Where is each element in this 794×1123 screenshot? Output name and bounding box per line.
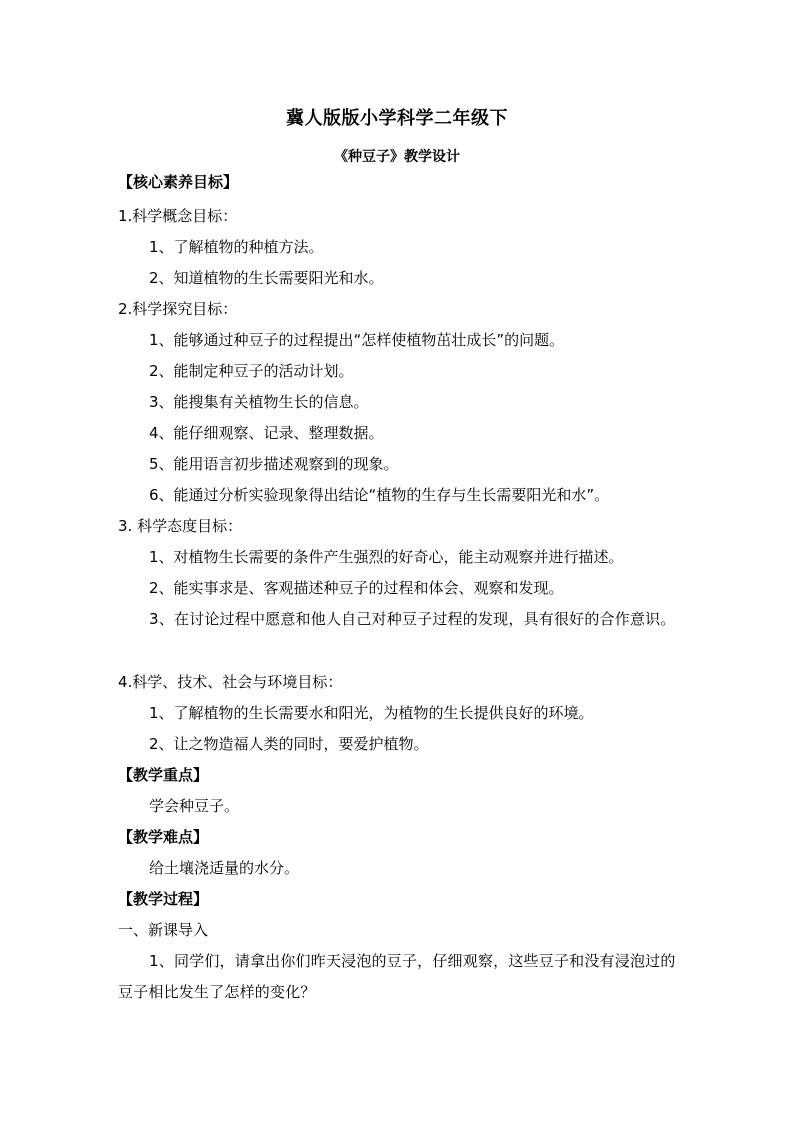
concept-heading: 1.科学概念目标： bbox=[118, 207, 238, 225]
intro-heading: 一、新课导入 bbox=[118, 921, 209, 939]
intro-item: 1、同学们，请拿出你们昨天浸泡的豆子，仔细观察，这些豆子和没有浸泡过的豆子相比发生了怎样的变化？ bbox=[118, 952, 676, 1001]
key-point-text: 学会种豆子。 bbox=[149, 797, 240, 815]
concept-item: 1、了解植物的种植方法。 bbox=[149, 238, 324, 256]
concept-item: 2、知道植物的生长需要阳光和水。 bbox=[149, 269, 384, 287]
inquiry-heading: 2.科学探究目标： bbox=[118, 300, 238, 318]
stse-heading: 4.科学、技术、社会与环境目标： bbox=[118, 673, 343, 691]
inquiry-item: 2、能制定种豆子的活动计划。 bbox=[149, 362, 354, 380]
inquiry-item: 3、能搜集有关植物生长的信息。 bbox=[149, 393, 369, 411]
stse-item: 2、让之物造福人类的同时，要爱护植物。 bbox=[149, 735, 429, 753]
attitude-item: 2、能实事求是、客观描述种豆子的过程和体会、观察和发现。 bbox=[149, 579, 564, 597]
attitude-heading: 3. 科学态度目标： bbox=[118, 517, 243, 535]
document-title: 冀人版版小学科学二年级下 bbox=[286, 108, 508, 129]
difficulty-text: 给土壤浇适量的水分。 bbox=[149, 859, 300, 877]
difficulty-heading: 【教学难点】 bbox=[118, 828, 209, 846]
inquiry-item: 5、能用语言初步描述观察到的现象。 bbox=[149, 455, 399, 473]
stse-item: 1、了解植物的生长需要水和阳光，为植物的生长提供良好的环境。 bbox=[149, 704, 594, 722]
document-subtitle: 《种豆子》教学设计 bbox=[334, 149, 460, 165]
attitude-item: 3、在讨论过程中愿意和他人自己对种豆子过程的发现，具有很好的合作意识。 bbox=[149, 610, 676, 628]
inquiry-item: 1、能够通过种豆子的过程提出“怎样使植物茁壮成长”的问题。 bbox=[149, 331, 565, 349]
attitude-item: 1、对植物生长需要的条件产生强烈的好奇心，能主动观察并进行描述。 bbox=[149, 548, 624, 566]
core-goals-heading: 【核心素养目标】 bbox=[118, 173, 239, 191]
process-heading: 【教学过程】 bbox=[118, 890, 209, 908]
inquiry-item: 6、能通过分析实验现象得出结论“植物的生存与生长需要阳光和水”。 bbox=[149, 486, 610, 504]
inquiry-item: 4、能仔细观察、记录、整理数据。 bbox=[149, 424, 384, 442]
key-point-heading: 【教学重点】 bbox=[118, 766, 209, 784]
